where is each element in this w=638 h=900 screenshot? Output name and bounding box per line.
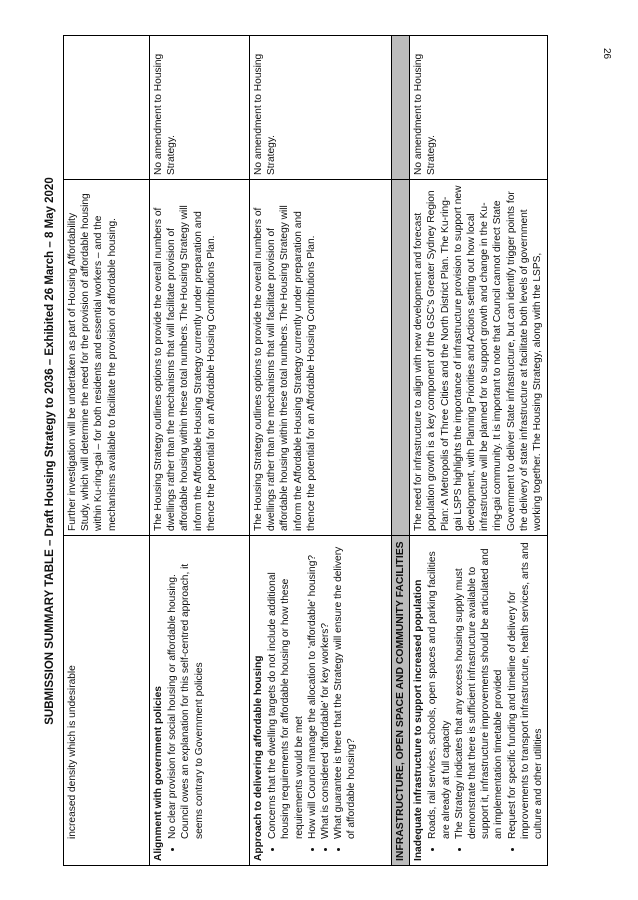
issue-bullet: • What is considered 'affordable' for key workers? [319, 540, 332, 839]
issue-cell [150, 536, 250, 866]
response-cell: Further investigation will be undertaken as part of Housing Affordability Study, which will determine the need for the provision of affordable housing within Ku-ring-gai – for both residents and essential workers – and the mechanisms available to facilitate the provision of affordable housing. [64, 180, 150, 536]
section-row [392, 36, 410, 866]
issue-bullet: • Roads, rail services, schools, open spaces and parking facilities are already at full capacity [426, 540, 452, 839]
page-number: 26 [601, 48, 612, 60]
submission-table [63, 35, 548, 866]
issue-heading: Alignment with government policies [153, 686, 164, 861]
rotated-page [37, 36, 597, 866]
amendment-cell [64, 36, 150, 180]
issue-cell [64, 536, 150, 866]
issue-bullet: • How will Council manage the allocation to 'affordable' housing? [306, 540, 319, 839]
table-row [410, 36, 548, 866]
response-cell: The need for infrastructure to align with new development and forecast population growth is a key component of the GSC's Greater Sydney Region Plan: A Metropolis of Three Cities and the North District Plan. The Ku-ring-gai LSPS highlights the importance of infrastructure provision to support new development, with Planning Priorities and Actions setting out how local infrastructure will be planned for to support growth and change in the Ku-ring-gai community. It is important to note that Council cannot direct State Government to deliver State infrastructure, but can identify trigger points for the delivery of state infrastructure at facilitate both levels of government working together. The Housing Strategy, along with the LSPS, [410, 180, 548, 536]
issue-cell [250, 536, 392, 866]
section-empty-cell [392, 36, 410, 180]
section-empty-cell [392, 180, 410, 536]
response-cell: The Housing Strategy outlines options to provide the overall numbers of dwellings rather than the mechanisms that will facilitate provision of affordable housing within these total numbers. The Housing Strategy will inform the Affordable Housing Strategy currently under preparation and thence the potential for an Affordable Housing Contributions Plan. [250, 180, 392, 536]
table-row [150, 36, 250, 866]
response-cell: The Housing Strategy outlines options to provide the overall numbers of dwellings rather than the mechanisms that will facilitate provision of affordable housing within these total numbers. The Housing Strategy will inform the Affordable Housing Strategy currently under preparation and thence the potential for an Affordable Housing Contributions Plan. [150, 180, 250, 536]
issue-bullet: • Request for specific funding and timeline of delivery for improvements to transport infrastructure, health services, arts and culture and other utilities [506, 540, 546, 839]
amendment-cell: No amendment to Housing Strategy. [250, 36, 392, 180]
issue-continuation-text: increased density which is undesirable [67, 665, 78, 839]
issue-bullet: • What guarantee is there that the Strategy will ensure the delivery of affordable housing? [332, 540, 358, 839]
issue-heading: Inadequate infrastructure to support increased population [413, 579, 425, 861]
amendment-cell: No amendment to Housing Strategy. [410, 36, 548, 180]
table-row [250, 36, 392, 866]
section-heading-cell: INFRASTRUCTURE, OPEN SPACE AND COMMUNITY FACILITIES [392, 536, 410, 866]
issue-bullet: • Concerns that the dwelling targets do not include additional housing requirements for affordable housing or how these requirements would be met [266, 540, 306, 839]
issue-bullet: • No clear provision for social housing or affordable housing. Council owes an explanation for this self-centred approach, it seems contrary to Government policies [166, 540, 206, 839]
table-row [64, 36, 150, 866]
document-title: SUBMISSION SUMMARY TABLE – Draft Housing Strategy to 2036 – Exhibited 26 March – 8 May 2020 [44, 177, 56, 725]
amendment-cell: No amendment to Housing Strategy. [150, 36, 250, 180]
issue-cell [410, 536, 548, 866]
issue-heading: Approach to delivering affordable housing [253, 655, 264, 861]
issue-bullet: • The Strategy indicates that any excess housing supply must demonstrate that there is sufficient infrastructure available to support it, infrastructure improvements should be articulated and an implementation timetable provided [453, 540, 506, 839]
